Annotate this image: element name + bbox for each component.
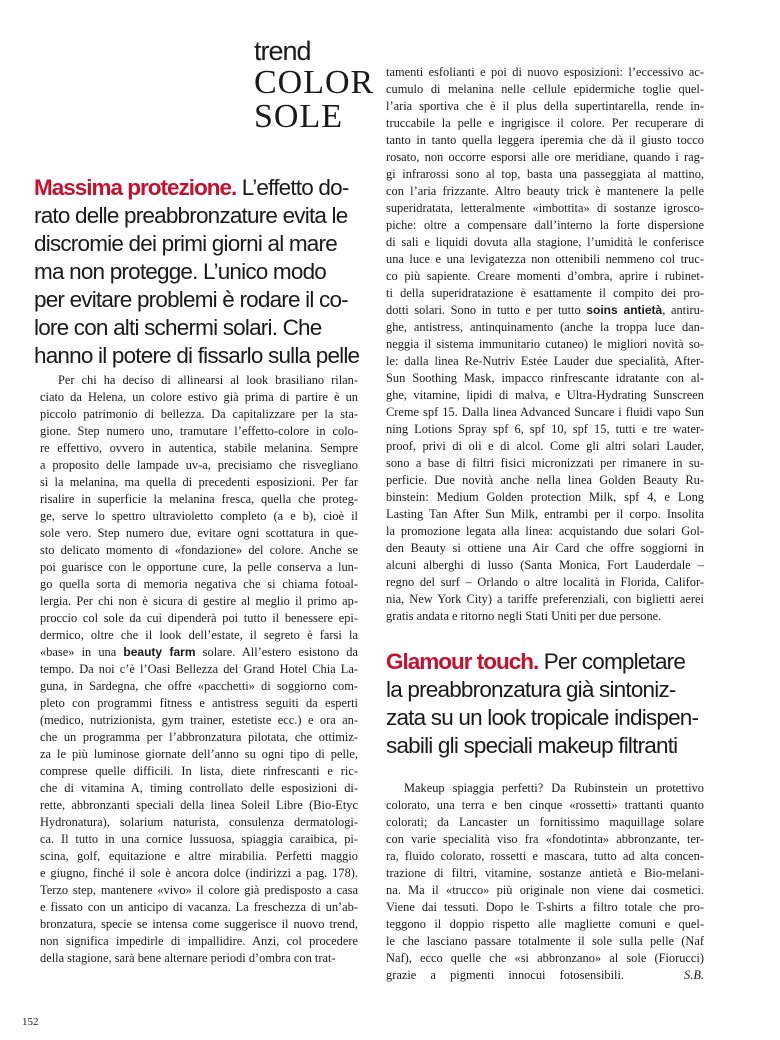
text-line: go quella sorta di memoria negativa che si chiama fotoal- — [40, 577, 358, 591]
text-line: e giugno, finché il sole è ancora dolce (indirizzi a pag. 178). — [40, 866, 358, 880]
text-line: della stagione, sarà bene alternare periodi d’ombra con trat- — [40, 951, 336, 965]
text-line: Naf), ecco quelle che «si abbronzano» al sole (Fiorucci) — [386, 951, 704, 965]
text-line: colorati; da Lancaster un fornitissimo maquillage solare — [386, 815, 704, 829]
deck-text: hanno il potere di fissarlo sulla pelle — [34, 343, 360, 368]
text-line: ra, fluido colorato, rossetti e mascara, tutto ad alta concen- — [386, 849, 704, 863]
text-line: alcuni alberghi di lusso (Santa Monica, Fort Lauderdale – — [386, 558, 704, 572]
text-line: pleto con programmi fitness e antistress seguiti da esperti — [40, 696, 358, 710]
deck-text: per evitare problemi è rodare il co- — [34, 287, 348, 312]
text-line: binstein: Medium Golden protection Milk, spf 4, e Long — [386, 490, 704, 504]
section-label: trend — [254, 36, 311, 66]
text-line: perficie. Due novità anche nella linea Golden Beauty Ru- — [386, 473, 704, 487]
text-line: le che lasciano passare totalmente il sole sulla pelle (Naf — [386, 934, 704, 948]
text-line: proof, privi di oli e di alcol. Come gli altri solari Lauder, — [386, 439, 704, 453]
text-line: tempo. Da noi c’è l’Oasi Bellezza del Grand Hotel Chia La- — [40, 662, 358, 676]
deck-text: rato delle preabbronzature evita le — [34, 203, 348, 228]
text-line: con varie specialità viso fra «fondotinta» abbronzante, ter- — [386, 832, 704, 846]
highlight-term: soins antietà — [586, 303, 663, 317]
deck-text: discromie dei primi giorni al mare — [34, 231, 337, 256]
text-line: ti della superidratazione è esattamente il compito dei pro- — [386, 286, 704, 300]
text-line: e fissato con un anticipo di vacanza. La freschezza di un’ab- — [40, 900, 358, 914]
text-line: neggia il sistema immunitario cutaneo) le migliori novità so- — [386, 337, 704, 351]
deck-glamour-touch — [386, 648, 716, 760]
text-line: regno del surf – Orlando o altre località in Florida, Califor- — [386, 575, 704, 589]
text-line: tanto in tanto quella leggera iperemia che dà il giusto tocco — [386, 133, 704, 147]
body-column-left — [40, 372, 358, 967]
text-line: Per chi ha deciso di allinearsi al look brasiliano rilan- — [58, 373, 358, 387]
text-line: rette, abbronzanti speciali della linea Soleil Libre (Bio-Etyc — [40, 798, 358, 812]
deck-massima-protezione — [34, 174, 364, 370]
text-line: sono a base di filtri fisici micronizzati per rimanere in su- — [386, 456, 704, 470]
text-line: tamenti esfolianti e poi di nuovo esposizioni: l’eccessivo ac- — [386, 65, 704, 79]
text-line: na. Ma il «trucco» più originale non viene dai cosmetici. — [386, 883, 704, 897]
deck-text: lore con alti schermi solari. Che — [34, 315, 322, 340]
deck-text: ma non protegge. L’unico modo — [34, 259, 327, 284]
text-line: Lasting Tan After Sun Milk, entrambi per il corpo. Insolita — [386, 507, 704, 521]
text-line: comprese quelle difficili. In lista, diete rinfrescanti e ric- — [40, 764, 358, 778]
text-line: scina, golf, equitazione e altre mirabilia. Perfetti maggio — [40, 849, 358, 863]
text-line: le: dalla linea Re-Nutriv Estée Lauder due specialità, After- — [386, 354, 704, 368]
text-line: grazie a pigmenti innocui fotosensibili. S.B. — [386, 968, 704, 982]
deck-text: zata su un look tropicale indispen- — [386, 705, 699, 730]
page-number: 152 — [22, 1016, 39, 1028]
text-line: dermico, oltre che il look dell’estate, il segreto è farsi la — [40, 628, 358, 642]
text-line: risalire in superficie la melanina fresca, quella che proteg- — [40, 492, 358, 506]
text-line: Sun Soothing Mask, impacco rinfrescante idratante con al- — [386, 371, 704, 385]
deck-lead: Glamour touch. — [386, 649, 539, 674]
text-line: colorato, una terra e ben cinque «rossetti» trattanti quanto — [386, 798, 704, 812]
text-line: trazione di filtri, vitamine, sostanze antietà e Bio-melani- — [386, 866, 704, 880]
text-line: piche: oltre a compensare dall’interno la forte dispersione — [386, 218, 704, 232]
deck-text: Per completare — [538, 649, 686, 674]
text-line: cumulo di melanina nelle cellule epidermiche toglie quel- — [386, 82, 704, 96]
text-line: proccio col sole da cui dipenderà poi tutto il benessere epi- — [40, 611, 358, 625]
deck-text: L’effetto do- — [236, 175, 349, 200]
text-line: lergia. Per chi non è sicura di gestire al meglio il primo ap- — [40, 594, 358, 608]
text-line: ghe, antistress, antinquinamento (anche la troppa luce dan- — [386, 320, 704, 334]
text-line: che di vitamina A, timing controllato delle esposizioni di- — [40, 781, 358, 795]
text-line: sole vero. Step numero due, evitare ogni scottatura in que- — [40, 526, 358, 540]
text-line: ghe, vitamine, lipidi di malva, e Ultra-Hydrating Sunscreen — [386, 388, 704, 402]
text-line: a proposito delle lampade uv-a, precisiamo che risvegliano — [40, 458, 358, 472]
deck-text: sabili gli speciali makeup filtranti — [386, 733, 678, 758]
deck-text: la preabbronzatura già sintoniz- — [386, 677, 676, 702]
text-line: gratis andata e ritorno negli Stati Uniti per due persone. — [386, 609, 662, 623]
text-line: superidratata, letteralmente «imbottita» di sostanze igrosco- — [386, 201, 704, 215]
text-line: re effettivo, ovvero in autentica, stabile melanina. Sempre — [40, 441, 358, 455]
text-line: (medico, nutrizionista, gym trainer, estetiste ecc.) e ora an- — [40, 713, 358, 727]
text-line: non significa impedirle di impallidire. Anzi, col procedere — [40, 934, 358, 948]
text-line: rosato, non occorre esporsi alle ore meridiane, quando i rag- — [386, 150, 704, 164]
body-column-right — [386, 64, 704, 625]
text-line: teggono il doppio rispetto alle magliette comuni e quel- — [386, 917, 704, 931]
text-line: ge, serve lo spettro ultravioletto completo (a e b), cioè il — [40, 509, 358, 523]
text-line: piccolo patrimonio di bellezza. Da capitalizzare per la sta- — [40, 407, 358, 421]
text-line: l’aria sportiva che è il plus della supertintarella, rende in- — [386, 99, 704, 113]
text-line: sì la melanina, ma quella di precedenti esposizioni. Per far — [40, 475, 358, 489]
text-line: ca. Il tutto in una cornice lussuosa, spiaggia caraibica, pi- — [40, 832, 358, 846]
text-line: gi infrarossi sono al top, basta una passeggiata al mattino, — [386, 167, 704, 181]
text-line: za le più luminose giornate dell’anno su ogni tipo di pelle, — [40, 747, 358, 761]
text-line: bronzatura, specie se intensa come suggerisce il nuovo trend, — [40, 917, 358, 931]
highlight-term: beauty farm — [123, 645, 196, 659]
deck-lead: Massima protezione. — [34, 175, 237, 200]
author-signature: S.B. — [684, 968, 704, 982]
text-line: guna, in Sardegna, che offre «pacchetti» di soggiorno com- — [40, 679, 358, 693]
text-line: nia, New York City) a tariffe preferenziali, con biglietti aerei — [386, 592, 704, 606]
text-line: Creme spf 15. Dalla linea Advanced Suncare i fluidi vapo Sun — [386, 405, 704, 419]
text-line: co più sapiente. Creare momenti d’ombra, aprire i rubinet- — [386, 269, 704, 283]
text-line: Terzo step, mantenere «vivo» il colore già predisposto a casa — [40, 883, 358, 897]
text-line: che un programma per l’abbronzatura pilotata, che ottimiz- — [40, 730, 358, 744]
text-line: con l’aria frizzante. Altro beauty trick è mantenere la pelle — [386, 184, 704, 198]
text-line: Viene dai tessuti. Dopo le T-shirts a filtro totale che pro- — [386, 900, 704, 914]
text-line: dotti solari. Sono in tutto e per tutto soins antietà, antiru- — [386, 303, 704, 317]
text-line: una luce e una levigatezza non ottenibili nemmeno col truc- — [386, 252, 704, 266]
text-line: di sali e liquidi dovuta alla stagione, l’umidità le conferisce — [386, 235, 704, 249]
text-line: la promozione legata alla linea: acquistando due solari Gol- — [386, 524, 704, 538]
body-column-right-lower — [386, 780, 704, 984]
text-line: den Beauty si ottiene una Air Card che offre soggiorni in — [386, 541, 704, 555]
text-line: «base» in una beauty farm solare. All’estero esistono da — [40, 645, 359, 659]
text-line: sto delicato momento di «fondazione» del colore. Anche se — [40, 543, 358, 557]
text-line: gione. Step numero uno, tramutare l’effetto-colore in colo- — [40, 424, 358, 438]
text-line: Makeup spiaggia perfetti? Da Rubinstein un protettivo — [404, 781, 704, 795]
page-title-line-1: COLOR — [254, 64, 375, 101]
text-line: Hydronatura), solarium naturista, consulenza dermatologi- — [40, 815, 358, 829]
text-line: poi guarisce con le opportune cure, la pelle conserva a lun- — [40, 560, 358, 574]
page-title-line-2: SOLE — [254, 98, 343, 135]
text-line: truccabile la pelle e ingrigisce il colore. Per recuperare di — [386, 116, 704, 130]
text-line: ning Lotions Spray spf 6, spf 10, spf 15, tutti e tre water- — [386, 422, 704, 436]
text-line: ciato da Helena, un colore estivo già prima di partire è un — [40, 390, 358, 404]
